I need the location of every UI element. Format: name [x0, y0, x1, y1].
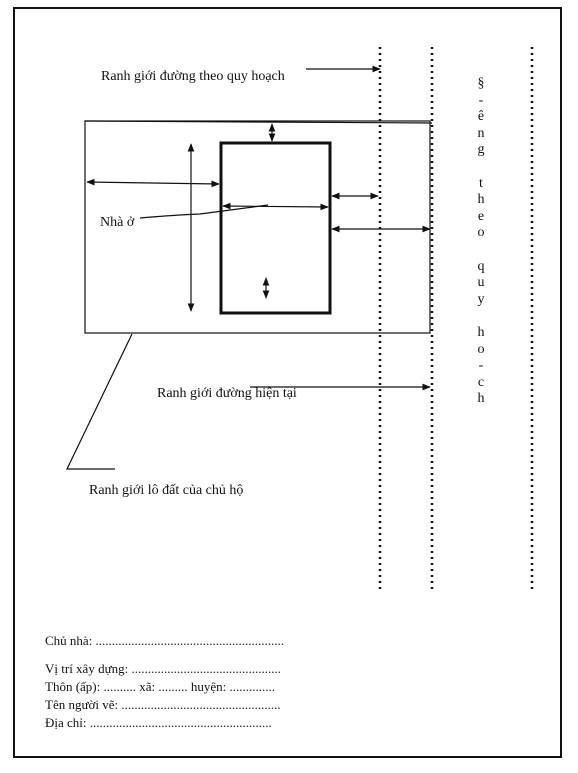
plot-boundary-leader — [67, 334, 132, 469]
current-road-boundary-label: Ranh giới đường hiện tại — [157, 386, 297, 401]
planned-road-boundary-label: Ranh giới đường theo quy hoạch — [101, 69, 285, 84]
house-leader — [140, 205, 268, 218]
vertical-label-char — [473, 242, 489, 259]
house-label: Nhà ở — [100, 215, 135, 230]
vertical-label-char: h — [477, 391, 485, 407]
address-field: Địa chỉ: ........................................................ — [45, 715, 272, 730]
house-width-arrow — [223, 206, 328, 207]
vertical-label-char: o — [477, 225, 485, 241]
owner-field: Chủ nhà: .......................................................... — [45, 633, 285, 648]
drawer-field: Tên người vẽ: ................................................. — [45, 697, 281, 712]
plot-boundary-rect — [85, 121, 430, 333]
plot-boundary-label: Ranh giới lô đất của chủ hộ — [89, 483, 244, 498]
vertical-label-char — [473, 308, 489, 325]
hamlet-field: Thôn (ấp): .......... xã: ......... huyện: .............. — [45, 679, 275, 694]
vertical-label-char: q — [477, 258, 485, 274]
vertical-label-char: h — [477, 192, 485, 208]
vertical-label-char: o — [477, 341, 485, 357]
vertical-label-char: e — [477, 208, 485, 224]
left-setback-arrow — [87, 182, 219, 184]
vertical-label-char: § — [477, 76, 485, 91]
vertical-label-char: t — [479, 175, 483, 191]
vertical-label-char: ê — [477, 109, 485, 125]
vertical-label-char: - — [478, 358, 484, 374]
vertical-label-char: y — [477, 291, 485, 307]
planned-road-vertical-label — [473, 76, 489, 408]
vertical-label-char: u — [477, 275, 485, 291]
vertical-label-char: - — [478, 92, 484, 108]
vertical-label-char: n — [477, 125, 485, 141]
vertical-label-char: c — [477, 374, 485, 390]
vertical-label-char — [473, 159, 489, 176]
vertical-label-char: g — [477, 142, 485, 158]
location-field: Vị trí xây dựng: .............................................. — [45, 661, 281, 676]
house-rect — [221, 143, 330, 313]
vertical-label-char: h — [477, 324, 485, 340]
